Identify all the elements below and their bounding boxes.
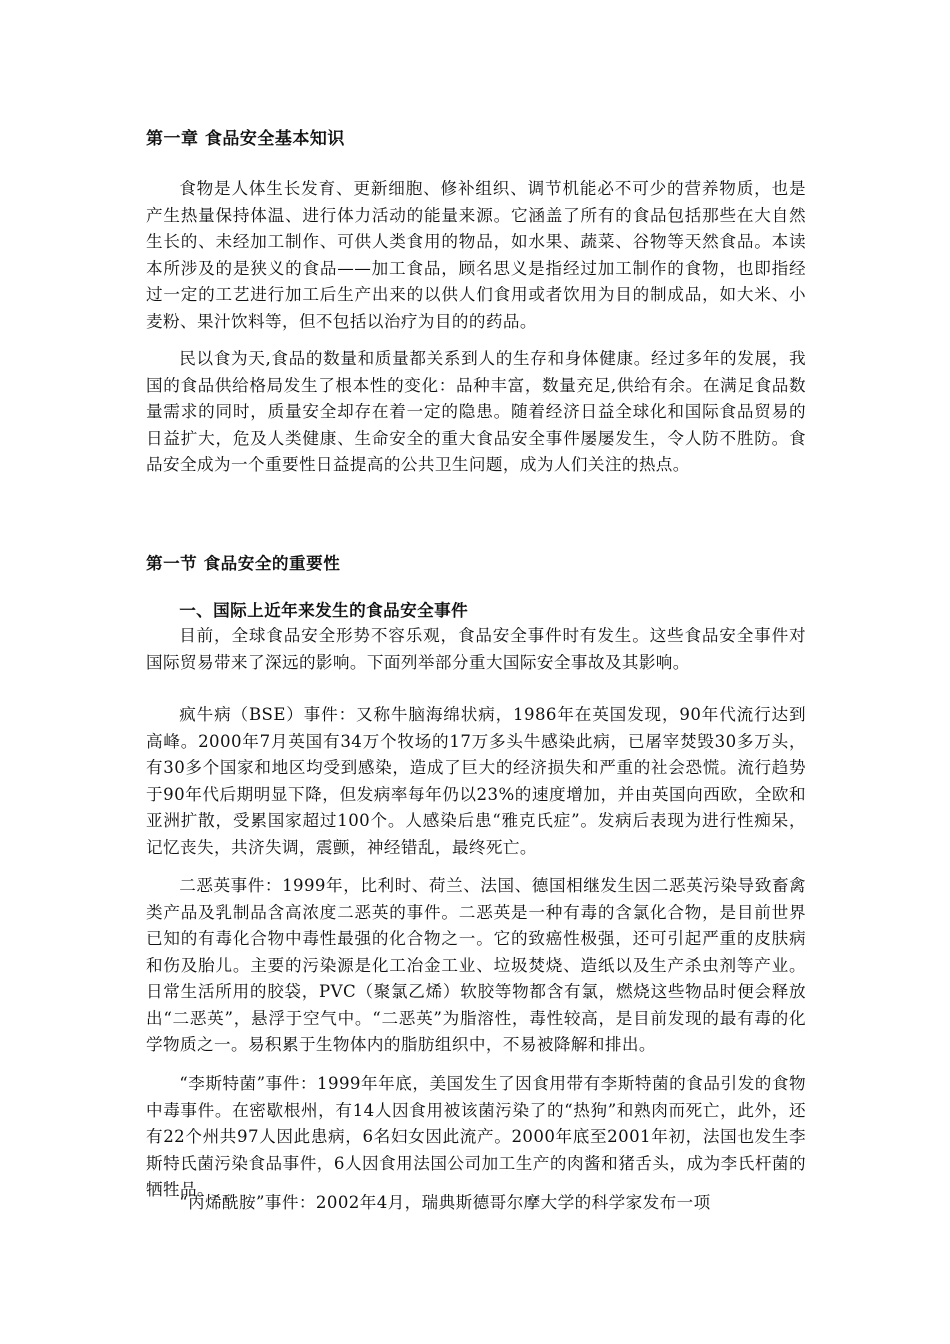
body-paragraph-intro: 目前，全球食品安全形势不容乐观，食品安全事件时有发生。这些食品安全事件对国际贸易带来了深远的影响。下面列举部分重大国际安全事故及其影响。 xyxy=(146,626,806,672)
intro-paragraph-2: 民以食为天,食品的数量和质量都关系到人的生存和身体健康。经过多年的发展，我国的食品供给格局发生了根本性的变化：品种丰富，数量充足,供给有余。在满足食品数量需求的同时，质量安全却存在着一定的隐患。随着经济日益全球化和国际食品贸易的日益扩大，危及人类健康、生命安全的重大食品安全事件屡屡发生，令人防不胜防。食品安全成为一个重要性日益提高的公共卫生问题，成为人们关注的热点。 xyxy=(146,349,806,474)
body-paragraph-acrylamide: “丙烯酰胺”事件：2002年4月，瑞典斯德哥尔摩大学的科学家发布一项 xyxy=(179,1193,711,1212)
subsection-title: 一、国际上近年来发生的食品安全事件 xyxy=(179,600,469,620)
chapter-title: 第一章 食品安全基本知识 xyxy=(146,129,345,149)
body-paragraph-dioxin: 二恶英事件：1999年，比利时、荷兰、法国、德国相继发生因二恶英污染导致畜禽类产品及乳制品含高浓度二恶英的事件。二恶英是一种有毒的含氯化合物，是目前世界已知的有毒化合物中毒性最强的化合物之一。它的致癌性极强，还可引起严重的皮肤病和伤及胎儿。主要的污染源是化工冶金工业、垃圾焚烧、造纸以及生产杀虫剂等产业。日常生活所用的胶袋，PVC（聚氯乙烯）软胶等物都含有氯，燃烧这些物品时便会释放出“二恶英”，悬浮于空气中。“二恶英”为脂溶性，毒性较高，是目前发现的最有毒的化学物质之一。易积累于生物体内的脂肪组织中，不易被降解和排出。 xyxy=(146,876,806,1054)
body-paragraph-bse: 疯牛病（BSE）事件：又称牛脑海绵状病，1986年在英国发现，90年代流行达到高峰。2000年7月英国有34万个牧场的17万多头牛感染此病，已屠宰焚毁30多万头，有30多个国家和地区均受到感染，造成了巨大的经济损失和严重的社会恐慌。流行趋势于90年代后期明显下降，但发病率每年仍以23%的速度增加，并由英国向西欧，全欧和亚洲扩散，受累国家超过100个。人感染后患“雅克氏症”。发病后表现为进行性痴呆，记忆丧失，共济失调，震颤，神经错乱，最终死亡。 xyxy=(146,705,806,857)
section-title: 第一节 食品安全的重要性 xyxy=(146,553,341,573)
intro-paragraph-1: 食物是人体生长发育、更新细胞、修补组织、调节机能必不可少的营养物质，也是产生热量保持体温、进行体力活动的能量来源。它涵盖了所有的食品包括那些在大自然生长的、未经加工制作、可供人类食用的物品，如水果、蔬菜、谷物等天然食品。本读本所涉及的是狭义的食品——加工食品，顾名思义是指经过加工制作的食物，也即指经过一定的工艺进行加工后生产出来的以供人们食用或者饮用为目的制成品，如大米、小麦粉、果汁饮料等，但不包括以治疗为目的的药品。 xyxy=(146,179,806,331)
body-paragraph-listeria: “李斯特菌”事件：1999年年底，美国发生了因食用带有李斯特菌的食品引发的食物中毒事件。在密歇根州，有14人因食用被该菌污染了的“热狗”和熟肉而死亡，此外，还有22个州共97人因此患病，6名妇女因此流产。2000年底至2001年初，法国也发生李斯特氏菌污染食品事件，6人因食用法国公司加工生产的肉酱和猪舌头，成为李氏杆菌的牺牲品。 xyxy=(146,1074,806,1199)
